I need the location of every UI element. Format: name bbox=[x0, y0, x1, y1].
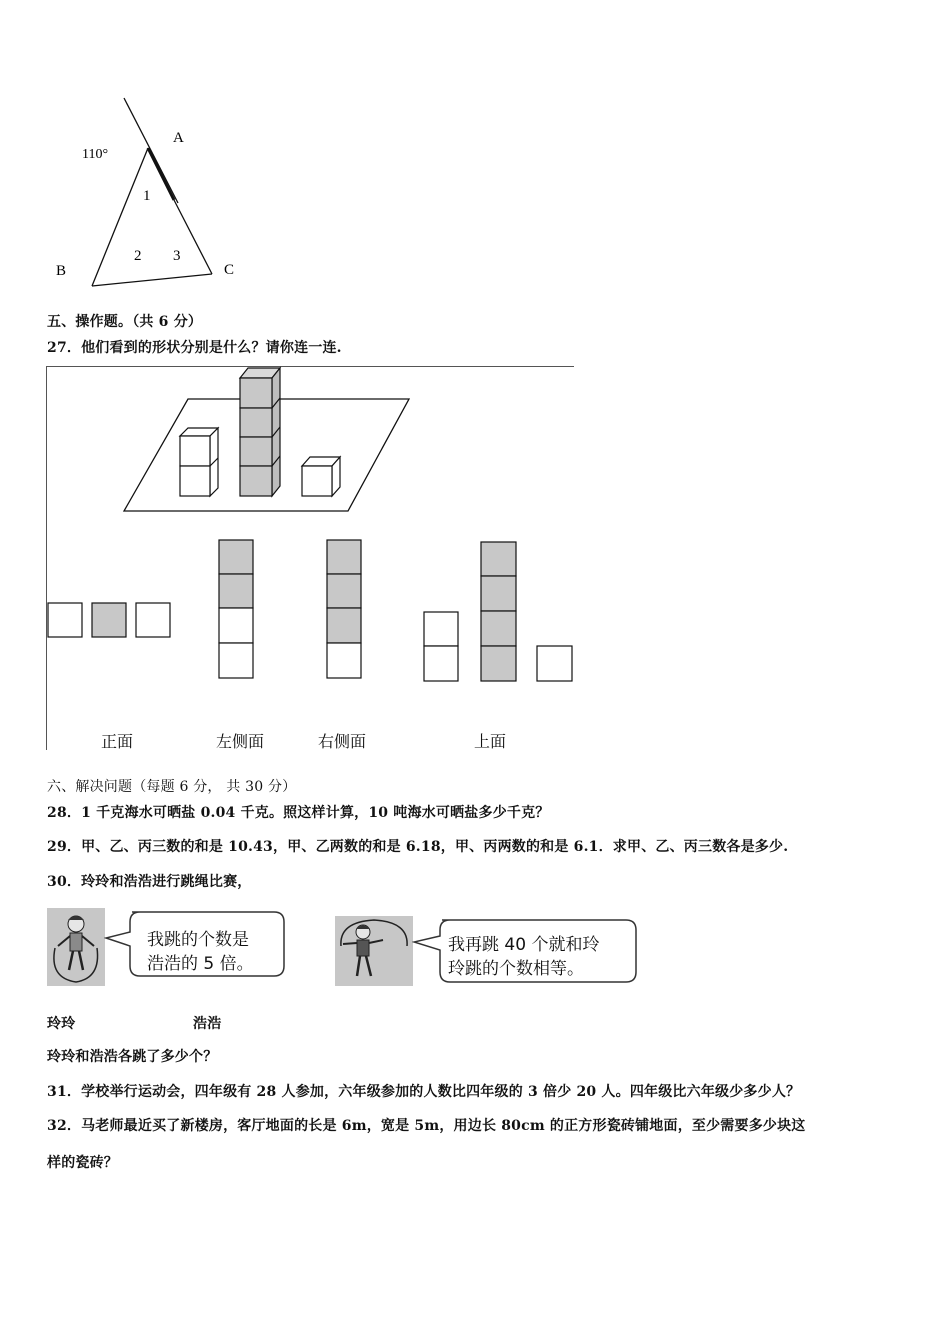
question-28: 28．1 千克海水可晒盐 0.04 千克。照这样计算，10 吨海水可晒盐多少千克？ bbox=[47, 805, 550, 821]
top-view-shape bbox=[424, 542, 572, 681]
front-view-shape bbox=[48, 603, 170, 637]
section6-heading: 六、解决问题（每题 6 分， 共 30 分） bbox=[47, 779, 297, 795]
question-30-ask: 玲玲和浩浩各跳了多少个？ bbox=[47, 1049, 218, 1065]
caption-left: 左侧面 bbox=[216, 732, 265, 751]
question-29: 29．甲、乙、丙三数的和是 10.43，甲、乙两数的和是 6.18，甲、丙两数的和是 6.1．求甲、乙、丙三数各是多少. bbox=[47, 839, 789, 855]
question-32-line-1: 32．马老师最近买了新楼房，客厅地面的长是 6m，宽是 5m，用边长 80cm 的正方形瓷砖铺地面，至少需要多少块这 bbox=[47, 1118, 806, 1134]
left-side-view-shape bbox=[219, 540, 253, 678]
vertex-a-label: A bbox=[173, 130, 184, 146]
middle-cube-stack bbox=[240, 368, 280, 496]
side-ab-thick bbox=[148, 148, 174, 200]
angle-3-label: 3 bbox=[173, 248, 181, 264]
bubble-1-line-1: 我跳的个数是 bbox=[147, 930, 249, 950]
cube-views-figure bbox=[46, 366, 574, 750]
caption-top: 上面 bbox=[474, 732, 507, 751]
bubble-1-line-2: 浩浩的 5 倍。 bbox=[147, 954, 254, 974]
caption-front: 正面 bbox=[101, 732, 134, 751]
vertex-c-label: C bbox=[224, 262, 235, 278]
vertex-b-label: B bbox=[56, 263, 67, 279]
girl-jumping-rope-picture bbox=[47, 908, 105, 986]
name-lingling: 玲玲 bbox=[47, 1016, 76, 1032]
left-cube-stack bbox=[180, 428, 218, 496]
right-cube bbox=[302, 457, 340, 496]
angle-label-110: 110° bbox=[82, 147, 109, 162]
angle-2-label: 2 bbox=[134, 248, 142, 264]
question-27: 27．他们看到的形状分别是什么？请你连一连. bbox=[47, 340, 342, 356]
section5-heading: 五、操作题。（共 6 分） bbox=[47, 314, 203, 330]
side-bc bbox=[92, 274, 212, 286]
caption-right: 右侧面 bbox=[318, 732, 367, 751]
name-haohao: 浩浩 bbox=[193, 1016, 222, 1032]
side-ab bbox=[92, 148, 148, 286]
bubble-2-line-1: 我再跳 40 个就和玲 bbox=[448, 935, 600, 955]
angle-1-label: 1 bbox=[143, 188, 151, 204]
triangle-figure bbox=[40, 90, 260, 300]
question-32-line-2: 样的瓷砖？ bbox=[47, 1155, 118, 1171]
question-31: 31．学校举行运动会，四年级有 28 人参加，六年级参加的人数比四年级的 3 倍少 20 人。四年级比六年级少多少人？ bbox=[47, 1084, 801, 1100]
bubble-2-line-2: 玲跳的个数相等。 bbox=[448, 959, 584, 979]
boy-jumping-rope-picture bbox=[335, 916, 413, 986]
right-side-view-shape bbox=[327, 540, 361, 678]
question-30: 30．玲玲和浩浩进行跳绳比赛， bbox=[47, 874, 252, 890]
